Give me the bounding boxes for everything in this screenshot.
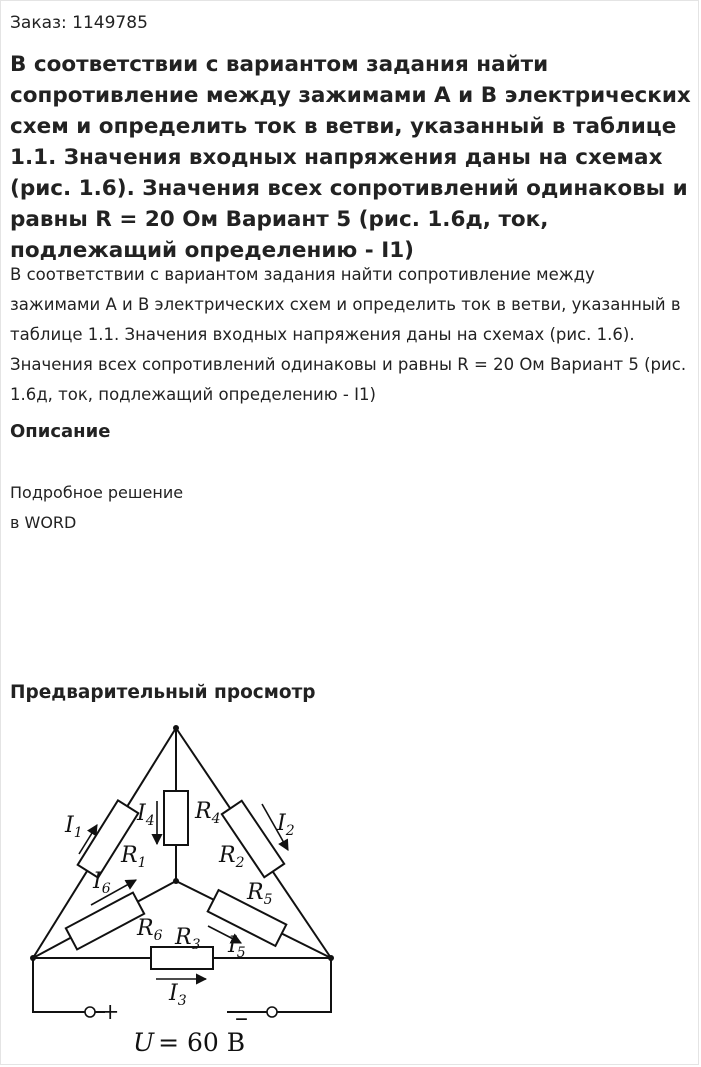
label-i2: $I_2$ [277, 811, 295, 839]
resistor-r4 [164, 791, 188, 845]
task-title: В соответствии с вариантом задания найти сопротивление между зажимами A и B электрических схем и определить ток в ветви, указанный в таблице 1.1. Значения входных напряжения даны на схемах (рис. 1.6). Значения всех сопротивлений одинаковы и равны R = 20 Ом Вариант 5 (рис. 1.6д, ток, подлежащий определению - I1) [10, 52, 691, 263]
preview-heading: Предварительный просмотр [10, 682, 316, 703]
terminal-right [267, 1007, 277, 1017]
voltage-label: U = 60 В [133, 1028, 246, 1057]
label-i4: $I_4$ [137, 801, 155, 829]
circuit-diagram [1, 706, 361, 1061]
order-number: Заказ: 1149785 [10, 13, 148, 33]
resistor-r3 [151, 947, 213, 969]
description-heading: Описание [10, 421, 111, 442]
label-r6: $R_6$ [137, 916, 163, 944]
label-r5: $R_5$ [247, 880, 273, 908]
description-line-1: Подробное решение [10, 483, 184, 502]
terminal-left [85, 1007, 95, 1017]
label-i3: $I_3$ [169, 981, 187, 1009]
description-line-2: в WORD [10, 513, 77, 532]
minus-sign: – [235, 1003, 248, 1033]
label-i6: $I_6$ [93, 869, 111, 897]
label-r4: $R_4$ [195, 799, 221, 827]
plus-sign: + [101, 1000, 120, 1025]
label-i5: $I_5$ [228, 933, 246, 961]
label-r3: $R_3$ [175, 925, 201, 953]
task-description: В соответствии с вариантом задания найти сопротивление между зажимами A и B электрических схем и определить ток в ветви, указанный в таблице 1.1. Значения входных напряжения даны на схемах (рис. 1.6). Значения всех сопротивлений одинаковы и равны R = 20 Ом Вариант 5 (рис. 1.6д, ток, подлежащий определению - I1) [10, 265, 687, 404]
label-r2: $R_2$ [219, 843, 245, 871]
resistor-r6 [66, 893, 144, 950]
label-i1: $I_1$ [65, 813, 83, 841]
label-r1: $R_1$ [121, 843, 147, 871]
